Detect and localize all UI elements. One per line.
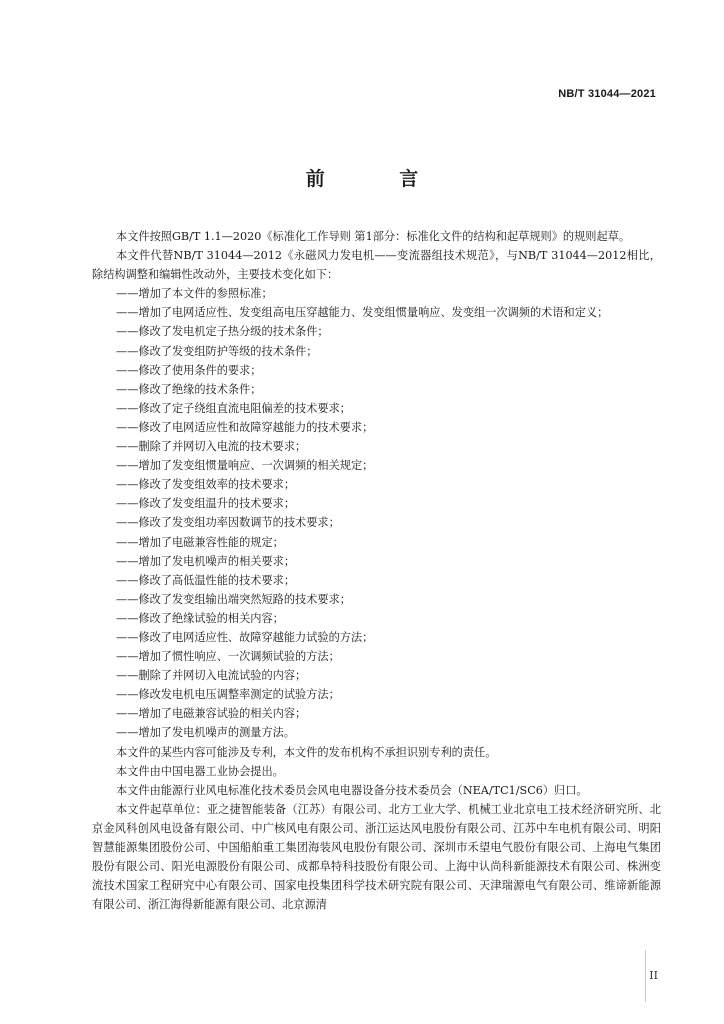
change-item: ——修改了电网适应性和故障穿越能力的技术要求； xyxy=(116,420,374,434)
change-item: ——修改了绝缘的技术条件； xyxy=(116,382,262,396)
paragraph-drafters: 本文件起草单位：亚之捷智能装备（江苏）有限公司、北方工业大学、机械工业北京电工技术经济研究所、北京金风科创风电设备有限公司、中广核风电有限公司、浙江运达风电股份有限公司、江苏中车电机有限公司、明阳智慧能源集团股份公司、中国船舶重工集团海装风电股份有限公司、深圳市禾望电气股份有限公司、上海电气集团股份有限公司、阳光电源股份有限公司、成都阜特科技股份有限公司、上海中认尚科新能源技术有限公司、株洲变流技术国家工程研究中心有限公司、国家电投集团科学技术研究院有限公司、天津瑞源电气有限公司、维谛新能源有限公司、浙江海得新能源有限公司、北京源清 xyxy=(92,802,661,912)
page-number: II xyxy=(649,969,658,982)
change-item: ——修改了高低温性能的技术要求； xyxy=(116,573,296,587)
change-item: ——修改了发电机定子热分级的技术条件； xyxy=(116,325,329,339)
standard-code: NB/T 31044—2021 xyxy=(558,88,656,100)
change-item: ——增加了发变组惯量响应、一次调频的相关规定； xyxy=(116,459,374,473)
change-item: ——修改了发变组温升的技术要求； xyxy=(116,497,296,511)
change-item: ——修改了定子绕组直流电阻偏差的技术要求； xyxy=(116,401,351,415)
change-item: ——删除了并网切入电流的技术要求； xyxy=(116,440,307,454)
change-item: ——修改了绝缘试验的相关内容； xyxy=(116,611,284,625)
change-item: ——增加了发电机噪声的测量方法。 xyxy=(116,726,296,740)
change-item: ——修改发电机电压调整率测定的试验方法； xyxy=(116,688,340,702)
paragraph-proposer: 本文件由中国电器工业协会提出。 xyxy=(116,764,284,778)
change-item: ——增加了电磁兼容试验的相关内容； xyxy=(116,707,307,721)
page-title: 前 言 xyxy=(305,168,453,190)
change-item: ——增加了电网适应性、发变组高电压穿越能力、发变组惯量响应、发变组一次调频的术语和定义； xyxy=(116,306,609,320)
change-item: ——修改了电网适应性、故障穿越能力试验的方法； xyxy=(116,630,374,644)
change-item: ——修改了使用条件的要求； xyxy=(116,363,262,377)
paragraph-replacement: 本文件代替NB/T 31044—2012《永磁风力发电机——变流器组技术规范》，与NB/T 31044—2012相比，除结构调整和编辑性改动外，主要技术变化如下： xyxy=(92,249,661,282)
change-item: ——修改了发变组输出端突然短路的技术要求； xyxy=(116,592,351,606)
foreword-content xyxy=(92,227,661,914)
change-item: ——增加了惯性响应、一次调频试验的方法； xyxy=(116,650,340,664)
paragraph-drafting-rules: 本文件按照GB/T 1.1—2020《标准化工作导则 第1部分：标准化文件的结构和起草规则》的规则起草。 xyxy=(116,230,631,243)
paragraph-patent: 本文件的某些内容可能涉及专利，本文件的发布机构不承担识别专利的责任。 xyxy=(116,745,497,759)
change-item: ——修改了发变组防护等级的技术条件； xyxy=(116,344,318,358)
paragraph-committee: 本文件由能源行业风电标准化技术委员会风电电器设备分技术委员会（NEA/TC1/SC6）归口。 xyxy=(116,783,588,797)
page-edge-rule xyxy=(645,950,646,1002)
change-item: ——删除了并网切入电流试验的内容； xyxy=(116,669,307,683)
change-item: ——修改了发变组功率因数调节的技术要求； xyxy=(116,516,340,530)
change-item: ——增加了电磁兼容性能的规定； xyxy=(116,535,284,549)
change-item: ——修改了发变组效率的技术要求； xyxy=(116,478,296,492)
change-item: ——增加了发电机噪声的相关要求； xyxy=(116,554,296,568)
change-item: ——增加了本文件的参照标准； xyxy=(116,287,273,301)
